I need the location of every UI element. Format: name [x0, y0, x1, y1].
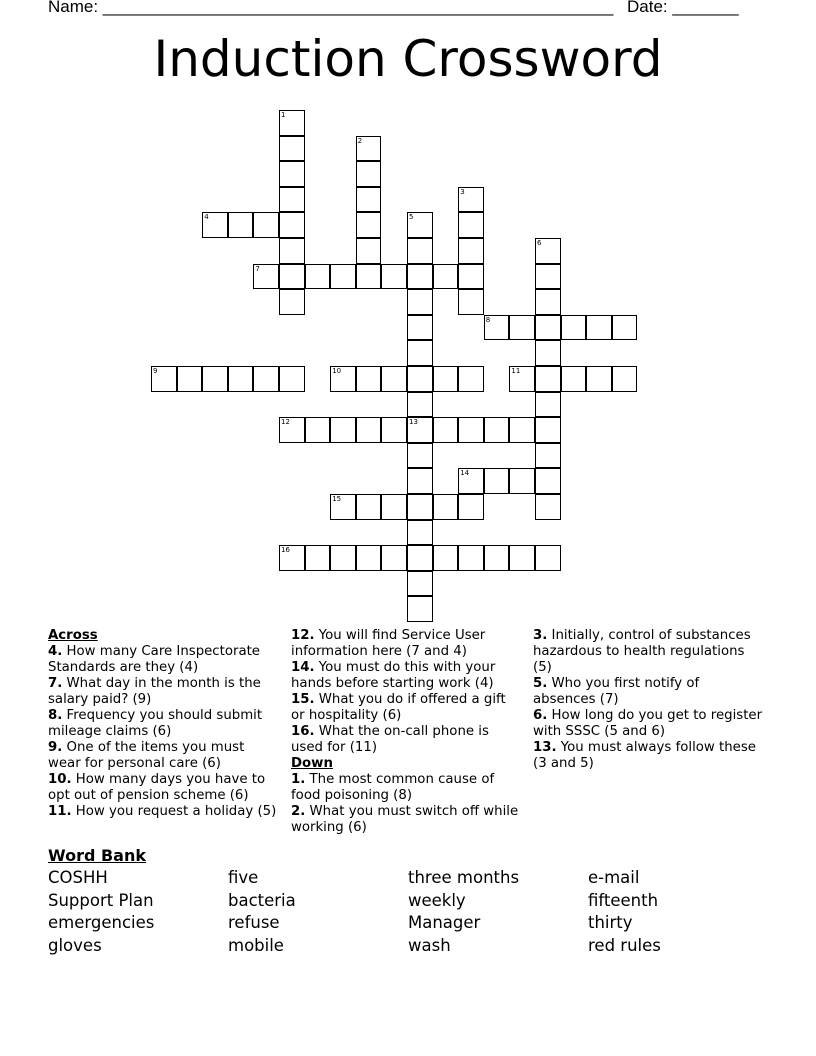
clue-number: 16.: [291, 724, 315, 739]
grid-cell[interactable]: [433, 494, 459, 520]
clue-number: 4.: [48, 644, 63, 659]
grid-cell[interactable]: [407, 238, 433, 264]
down-clue: [533, 628, 765, 676]
grid-cell[interactable]: [535, 340, 561, 366]
grid-cell[interactable]: [356, 264, 382, 290]
grid-cell[interactable]: [279, 545, 305, 571]
grid-cell[interactable]: [407, 212, 433, 238]
grid-cell[interactable]: [279, 212, 305, 238]
grid-cell[interactable]: [279, 366, 305, 392]
across-clue: [291, 660, 523, 692]
clue-text: The most common cause of food poisoning (8): [291, 772, 495, 803]
down-clue: [533, 740, 765, 772]
word-bank-word: wash: [408, 936, 451, 956]
grid-cell[interactable]: [407, 520, 433, 546]
clue-number-label: 12: [281, 418, 290, 427]
grid-cell[interactable]: [535, 264, 561, 290]
grid-cell[interactable]: [561, 315, 587, 341]
word-bank-word: Support Plan: [48, 890, 154, 910]
clue-number: 11.: [48, 804, 72, 819]
grid-cell[interactable]: [356, 161, 382, 187]
grid-cell[interactable]: [407, 596, 433, 622]
grid-cell[interactable]: [484, 545, 510, 571]
page-title: Induction Crossword: [153, 30, 663, 88]
across-clue: [48, 644, 280, 676]
grid-cell[interactable]: [228, 212, 254, 238]
grid-cell[interactable]: [279, 238, 305, 264]
grid-cell[interactable]: [356, 366, 382, 392]
grid-cell[interactable]: [535, 366, 561, 392]
across-clue: [48, 676, 280, 708]
across-clue: [48, 804, 280, 820]
across-clue: [48, 708, 280, 740]
word-bank-word: refuse: [228, 913, 280, 933]
grid-cell[interactable]: [458, 366, 484, 392]
clue-number-label: 15: [332, 495, 342, 503]
grid-cell[interactable]: [433, 366, 459, 392]
grid-cell[interactable]: [407, 417, 433, 443]
grid-cell[interactable]: [535, 417, 561, 443]
clue-number: 6.: [533, 708, 548, 723]
grid-cell[interactable]: [561, 366, 587, 392]
grid-cell[interactable]: [356, 494, 382, 520]
grid-cell[interactable]: [356, 545, 382, 571]
across-clue: [291, 724, 523, 756]
grid-cell[interactable]: [458, 545, 484, 571]
clue-number-label: 7: [255, 264, 260, 273]
clues-column-1: [48, 628, 280, 820]
word-bank-word: COSHH: [48, 868, 108, 887]
clue-text: What day in the month is the salary paid? (9): [48, 676, 261, 707]
clue-number-label: 6: [537, 239, 542, 247]
grid-cell[interactable]: [407, 366, 433, 392]
grid-cell[interactable]: [535, 545, 561, 571]
clue-number-label: 3: [460, 187, 465, 196]
date-field[interactable]: Date: _______: [627, 0, 739, 16]
grid-cell[interactable]: [330, 545, 356, 571]
grid-cell[interactable]: [279, 161, 305, 187]
grid-cell[interactable]: [407, 392, 433, 418]
grid-cell[interactable]: [509, 366, 535, 392]
clue-number: 9.: [48, 740, 63, 755]
word-bank-word: red rules: [588, 936, 661, 956]
word-bank-word: emergencies: [48, 913, 155, 933]
grid-cell[interactable]: [330, 417, 356, 443]
clue-text: How long do you get to register with SSSC (5 and 6): [533, 708, 763, 739]
grid-cell[interactable]: [458, 289, 484, 315]
grid-cell[interactable]: [407, 468, 433, 494]
word-bank-word: thirty: [588, 913, 633, 933]
grid-cell[interactable]: [356, 136, 382, 162]
clue-text: How many Care Inspectorate Standards are they (4): [48, 644, 260, 675]
down-clue: [291, 804, 523, 836]
clue-number: 10.: [48, 772, 72, 787]
clue-number-label: 16: [281, 546, 290, 555]
across-clue: [48, 740, 280, 772]
grid-cell[interactable]: [330, 366, 356, 392]
grid-cell[interactable]: [228, 366, 254, 392]
clue-number-label: 11: [511, 367, 521, 375]
clue-number-label: 13: [409, 418, 418, 427]
grid-cell[interactable]: [458, 417, 484, 443]
grid-cell[interactable]: [407, 264, 433, 290]
word-bank-word: e-mail: [588, 868, 640, 887]
clues-column-2: [291, 628, 523, 836]
grid-cell[interactable]: [458, 187, 484, 213]
grid-cell[interactable]: [433, 545, 459, 571]
grid-cell[interactable]: [381, 366, 407, 392]
grid-cell[interactable]: [535, 238, 561, 264]
grid-cell[interactable]: [535, 392, 561, 418]
grid-cell[interactable]: [407, 443, 433, 469]
grid-cell[interactable]: [356, 417, 382, 443]
across-clue: [48, 772, 280, 804]
grid-cell[interactable]: [433, 264, 459, 290]
grid-cell[interactable]: [151, 366, 177, 392]
grid-cell[interactable]: [202, 212, 228, 238]
grid-cell[interactable]: [407, 340, 433, 366]
word-bank-word: Manager: [408, 913, 481, 933]
grid-cell[interactable]: [535, 468, 561, 494]
grid-cell[interactable]: [433, 417, 459, 443]
across-heading: Across: [48, 628, 98, 643]
clue-text: What the on-call phone is used for (11): [291, 724, 489, 755]
grid-cell[interactable]: [177, 366, 203, 392]
grid-cell[interactable]: [381, 417, 407, 443]
grid-cell[interactable]: [612, 315, 638, 341]
clue-number-label: 10: [332, 367, 342, 375]
clue-text: Frequency you should submit mileage claims (6): [48, 708, 263, 739]
grid-cell[interactable]: [253, 212, 279, 238]
grid-cell[interactable]: [381, 264, 407, 290]
grid-cell[interactable]: [356, 212, 382, 238]
clue-number-label: 5: [409, 213, 414, 222]
grid-cell[interactable]: [586, 366, 612, 392]
grid-cell[interactable]: [356, 187, 382, 213]
grid-cell[interactable]: [381, 494, 407, 520]
clue-text: How you request a holiday (5): [71, 804, 277, 819]
name-field[interactable]: Name: ______________________________________________________: [48, 0, 614, 16]
clue-text: Initially, control of substances hazardous to health regulations (5): [533, 628, 751, 675]
grid-cell[interactable]: [458, 264, 484, 290]
down-heading: Down: [291, 756, 333, 771]
clue-number: 8.: [48, 708, 63, 723]
clue-number-label: 2: [357, 136, 363, 145]
word-bank-word: bacteria: [228, 890, 296, 910]
grid-cell[interactable]: [535, 315, 561, 341]
clue-number-label: 14: [460, 469, 470, 478]
grid-cell[interactable]: [305, 264, 331, 290]
grid-cell[interactable]: [458, 238, 484, 264]
word-bank-word: fifteenth: [588, 890, 659, 910]
grid-cell[interactable]: [535, 494, 561, 520]
word-bank-word: five: [228, 868, 259, 887]
down-clue: [291, 772, 523, 804]
grid-cell[interactable]: [535, 443, 561, 469]
clue-number: 15.: [291, 692, 315, 707]
grid-cell[interactable]: [407, 494, 433, 520]
clue-number: 12.: [291, 628, 315, 643]
clue-number-label: 8: [485, 315, 491, 324]
grid-cell[interactable]: [509, 417, 535, 443]
grid-cell[interactable]: [381, 545, 407, 571]
grid-cell[interactable]: [253, 366, 279, 392]
clue-number-label: 1: [281, 111, 286, 119]
grid-cell[interactable]: [407, 545, 433, 571]
grid-cell[interactable]: [279, 264, 305, 290]
grid-cell[interactable]: [279, 136, 305, 162]
grid-cell[interactable]: [279, 187, 305, 213]
grid-cell[interactable]: [458, 468, 484, 494]
grid-cell[interactable]: [330, 494, 356, 520]
grid-cell[interactable]: [509, 468, 535, 494]
clue-number: 2.: [291, 804, 306, 819]
clue-number: 5.: [533, 676, 548, 691]
word-bank-title: Word Bank: [48, 846, 147, 865]
clue-number: 13.: [533, 740, 557, 755]
down-clue: [533, 708, 765, 740]
clue-text: You must always follow these (3 and 5): [533, 740, 756, 771]
clue-text: What you must switch off while working (6): [291, 804, 519, 835]
grid-cell[interactable]: [458, 212, 484, 238]
grid-cell[interactable]: [202, 366, 228, 392]
grid-cell[interactable]: [407, 571, 433, 597]
clue-number-label: 4: [204, 213, 209, 222]
grid-cell[interactable]: [509, 545, 535, 571]
clue-text: You must do this with your hands before starting work (4): [291, 660, 496, 691]
word-bank-word: weekly: [408, 890, 466, 910]
grid-cell[interactable]: [253, 264, 279, 290]
clue-text: One of the items you must wear for personal care (6): [48, 740, 245, 771]
grid-cell[interactable]: [458, 494, 484, 520]
grid-cell[interactable]: [535, 289, 561, 315]
grid-cell[interactable]: [279, 110, 305, 136]
clue-number-label: 9: [153, 367, 158, 375]
grid-cell[interactable]: [509, 315, 535, 341]
grid-cell[interactable]: [612, 366, 638, 392]
grid-cell[interactable]: [279, 289, 305, 315]
clue-text: What you do if offered a gift or hospitality (6): [291, 692, 506, 723]
clue-text: You will find Service User information here (7 and 4): [291, 628, 486, 659]
clue-number: 14.: [291, 660, 315, 675]
clue-text: Who you first notify of absences (7): [533, 676, 700, 707]
grid-cell[interactable]: [484, 315, 510, 341]
grid-cell[interactable]: [279, 417, 305, 443]
clue-number: 3.: [533, 628, 548, 643]
grid-cell[interactable]: [305, 545, 331, 571]
clues-column-3: [533, 628, 765, 772]
grid-cell[interactable]: [356, 238, 382, 264]
across-clue: [291, 692, 523, 724]
clue-number: 1.: [291, 772, 306, 787]
grid-cell[interactable]: [586, 315, 612, 341]
clue-number: 7.: [48, 676, 63, 691]
clue-text: How many days you have to opt out of pension scheme (6): [48, 772, 266, 803]
word-bank-word: mobile: [228, 936, 284, 956]
word-bank-word: three months: [408, 868, 520, 887]
grid-cell[interactable]: [330, 264, 356, 290]
grid-cell[interactable]: [305, 417, 331, 443]
grid-cell[interactable]: [484, 417, 510, 443]
grid-cell[interactable]: [484, 468, 510, 494]
across-clue: [291, 628, 523, 660]
grid-cell[interactable]: [407, 289, 433, 315]
grid-cell[interactable]: [407, 315, 433, 341]
word-bank-word: gloves: [48, 936, 102, 956]
down-clue: [533, 676, 765, 708]
